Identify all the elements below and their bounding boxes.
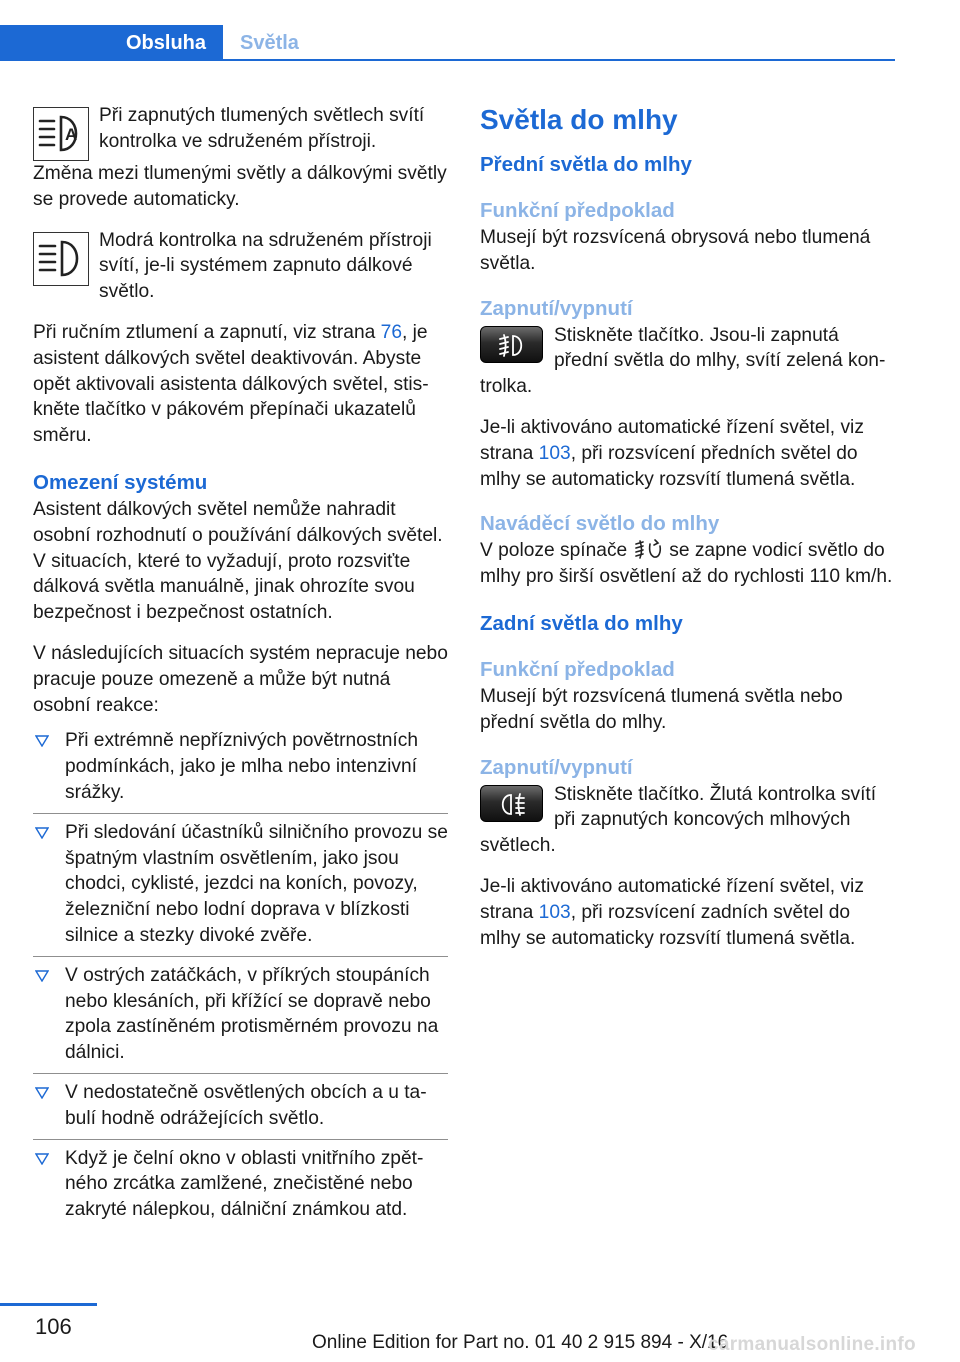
page-link-103-rear[interactable]: 103 bbox=[538, 901, 571, 923]
paragraph-manual bbox=[33, 320, 448, 449]
list-item-text: V ostrých zatáčkách, v příkrých stoupáních nebo klesáních, při křížící se dopravě nebo zpola zastíněném protisměrném provozu na dálnici. bbox=[65, 964, 439, 1064]
high-beam-assistant-icon bbox=[33, 107, 89, 161]
section-tab-svetla[interactable]: Světla bbox=[240, 32, 299, 54]
limitations-list bbox=[33, 722, 448, 1230]
heading-rear-requirement: Funkční předpoklad bbox=[480, 657, 675, 681]
list-item-text: Při sledování účastníků silničního provozu se špatným vlastním osvětlením, jako jsou chodci, cyklisté, jezdci na koních, povozy, železniční nebo lodní doprava v blízkosti silnice a stezky divoké zvěře. bbox=[65, 821, 448, 946]
footer-rule bbox=[0, 1303, 97, 1306]
high-beam-icon bbox=[33, 232, 89, 286]
guide-text-a: V poloze spínače bbox=[480, 540, 628, 562]
edition-text: Online Edition for Part no. 01 40 2 915 894 - X/16 bbox=[312, 1332, 729, 1353]
list-item bbox=[33, 814, 448, 957]
list-item-text: Když je čelní okno v oblasti vnitřního zpětného zrcátka zamlžené, znečistěné nebo zakryté nálepkou, dálniční známkou atd. bbox=[65, 1147, 424, 1221]
guide-text-b: se zapne vodicí světlo do mlhy pro širší osvětlení až do rychlosti 110 km/h. bbox=[480, 540, 893, 588]
rear-fog-light-button-icon bbox=[480, 785, 543, 822]
front-auto-text-a: Je-li aktivováno automatické řízení světel, viz strana bbox=[480, 416, 864, 464]
rear-auto-paragraph bbox=[480, 874, 895, 951]
triangle-bullet-icon bbox=[35, 735, 49, 747]
list-item bbox=[33, 1074, 448, 1140]
list-item bbox=[33, 1140, 448, 1230]
heading-rear-onoff: Zapnutí/vypnutí bbox=[480, 755, 633, 779]
front-onoff-text: Stiskněte tlačítko. Jsou-li zapnutá přední světla do mlhy, svítí zelená kontrolka. bbox=[480, 324, 886, 398]
indicator-text-1: Při zapnutých tlumených světlech svítí kontrolka ve sdruženém přístroji. bbox=[99, 105, 425, 152]
paragraph-situations: V následujících situacích systém nepracuje nebo pracuje pouze omezeně a může být nutná osobní reakce: bbox=[33, 642, 448, 716]
list-item-text: Při extrémně nepříznivých povětrnostních podmínkách, jako je mlha nebo intenzivní srážky. bbox=[65, 730, 419, 803]
triangle-bullet-icon bbox=[35, 970, 49, 982]
front-onoff-paragraph bbox=[480, 323, 895, 400]
paragraph-manual-text-b: , je asistent dálkových světel deaktivován. Abyste opět aktivovali asistenta dálkových světel, stiskněte tlačítko v pákovém přepínači ukazatelů směru. bbox=[33, 321, 429, 447]
right-column bbox=[480, 103, 895, 966]
rear-onoff-paragraph bbox=[480, 782, 895, 859]
heading-front-fog: Přední světla do mlhy bbox=[480, 153, 692, 176]
indicator-paragraph-1 bbox=[33, 103, 448, 161]
triangle-bullet-icon bbox=[35, 827, 49, 839]
paragraph-limits: Asistent dálkových světel nemůže nahradit osobní rozhodnutí o používání dálkových světel. V situacích, které to vyžadují, proto rozsviťte dálková světla manuálně, jinak ohrozíte svou bezpečnost i bezpečnost ostatních. bbox=[33, 498, 443, 624]
section-tab-obsluha[interactable]: Obsluha bbox=[0, 25, 223, 61]
indicator-text-2: Modrá kontrolka na sdruženém přístroji svítí, je-li systémem zapnuto dálkové světlo. bbox=[99, 229, 432, 303]
rear-auto-text-b: , při rozsvícení zadních světel do mlhy se automaticky rozsvítí tlumená světla. bbox=[480, 901, 856, 949]
front-fog-light-button-icon bbox=[480, 326, 543, 363]
page-link-103-front[interactable]: 103 bbox=[538, 442, 571, 464]
list-item-text: V nedostatečně osvětlených obcích a u tabulí hodně odrážejících světlo. bbox=[65, 1081, 427, 1129]
heading-front-onoff: Zapnutí/vypnutí bbox=[480, 296, 633, 320]
list-item bbox=[33, 722, 448, 813]
fog-guide-switch-icon bbox=[633, 538, 663, 560]
page-header bbox=[0, 25, 895, 61]
heading-system-limits: Omezení systému bbox=[33, 470, 208, 494]
front-auto-paragraph bbox=[480, 415, 895, 492]
list-item bbox=[33, 957, 448, 1074]
rear-onoff-text: Stiskněte tlačítko. Žlutá kontrolka svítí při zapnutých koncových mlhových světlech. bbox=[480, 783, 877, 857]
left-column bbox=[33, 103, 448, 1230]
triangle-bullet-icon bbox=[35, 1153, 49, 1165]
page-number: 106 bbox=[35, 1314, 72, 1339]
rear-requirement-text: Musejí být rozsvícená tlumená světla nebo přední světla do mlhy. bbox=[480, 685, 843, 733]
triangle-bullet-icon bbox=[35, 1087, 49, 1099]
watermark: carmanualsonline.info bbox=[708, 1334, 916, 1355]
heading-front-requirement: Funkční předpoklad bbox=[480, 199, 675, 222]
page-link-76[interactable]: 76 bbox=[380, 321, 402, 343]
header-rule bbox=[0, 59, 895, 61]
heading-rear-fog: Zadní světla do mlhy bbox=[480, 611, 683, 635]
indicator-paragraph-2 bbox=[33, 228, 448, 305]
paragraph-manual-text-a: Při ručním ztlumení a zapnutí, viz strana bbox=[33, 321, 381, 343]
rear-auto-text-a: Je-li aktivováno automatické řízení světel, viz strana bbox=[480, 875, 864, 923]
front-auto-text-b: , při rozsvícení předních světel do mlhy se automaticky rozsvítí tlumená světla. bbox=[480, 442, 858, 490]
heading-guide-light: Naváděcí světlo do mlhy bbox=[480, 512, 720, 536]
paragraph-switching: Změna mezi tlumenými světly a dálkovými světly se provede automaticky. bbox=[33, 163, 447, 210]
front-requirement-text: Musejí být rozsvícená obrysová nebo tlumená světla. bbox=[480, 227, 871, 274]
svg-text:A: A bbox=[65, 125, 78, 144]
guide-light-paragraph bbox=[480, 538, 895, 590]
section-title-fog-lights: Světla do mlhy bbox=[480, 104, 678, 135]
